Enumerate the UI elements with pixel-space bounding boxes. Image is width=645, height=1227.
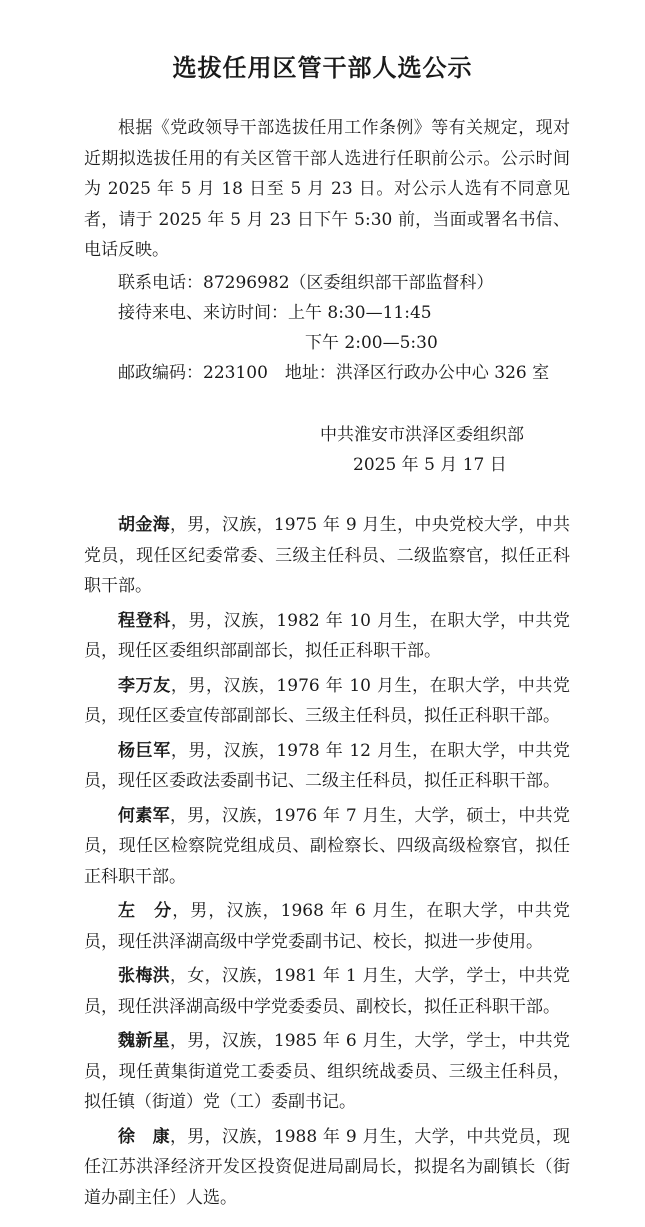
- candidate-entry: [84, 801, 570, 893]
- candidate-details: ，男，汉族，1975 年 9 月生，中央党校大学，中共党员，现任区纪委常委、三级主任科员、二级监察官，拟任正科职干部。: [84, 515, 570, 596]
- contact-hours-pm: 下午 2:00—5:30: [305, 333, 438, 353]
- candidate-entry: [84, 1026, 570, 1118]
- candidate-entry: [84, 961, 570, 1022]
- candidate-entry: [84, 1122, 570, 1214]
- candidate-details: ，男，汉族，1985 年 6 月生，大学，学士，中共党员，现任黄集街道党工委委员、组织统战委员、三级主任科员，拟任镇（街道）党（工）委副书记。: [84, 1031, 570, 1112]
- contact-hours-am: 接待来电、来访时间：上午 8:30—11:45: [118, 303, 432, 323]
- candidate-name: 李万友: [118, 675, 171, 696]
- candidate-details: ，男，汉族，1978 年 12 月生，在职大学，中共党员，现任区委政法委副书记、二级主任科员，拟任正科职干部。: [84, 740, 570, 791]
- candidate-details: ，女，汉族，1981 年 1 月生，大学，学士，中共党员，现任洪泽湖高级中学党委委员、副校长，拟任正科职干部。: [84, 966, 570, 1017]
- signature-org: 中共淮安市洪泽区委组织部: [320, 425, 524, 445]
- candidate-name: 徐 康: [118, 1126, 170, 1147]
- signature-date: 2025 年 5 月 17 日: [353, 455, 507, 475]
- candidate-details: ，男，汉族，1976 年 10 月生，在职大学，中共党员，现任区委宣传部副部长、三级主任科员，拟任正科职干部。: [84, 675, 570, 726]
- candidate-name: 张梅洪: [118, 966, 170, 986]
- candidate-details: ，男，汉族，1976 年 7 月生，大学，硕士，中共党员，现任区检察院党组成员、副检察长、四级高级检察官，拟任正科职干部。: [84, 805, 570, 887]
- candidate-list: [84, 510, 570, 1217]
- candidate-details: ，男，汉族，1982 年 10 月生，在职大学，中共党员，现任区委组织部副部长，拟任正科职干部。: [84, 610, 570, 661]
- contact-postal-address: 邮政编码：223100 地址：洪泽区行政办公中心 326 室: [118, 363, 550, 383]
- candidate-name: 魏新星: [118, 1031, 170, 1051]
- candidate-name: 胡金海: [118, 515, 170, 535]
- candidate-details: ，男，汉族，1968 年 6 月生，在职大学，中共党员，现任洪泽湖高级中学党委副书记、校长，拟进一步使用。: [84, 901, 571, 952]
- candidate-entry: [84, 736, 570, 797]
- candidate-entry: [84, 671, 570, 732]
- intro-paragraph: 根据《党政领导干部选拔任用工作条例》等有关规定，现对近期拟选拔任用的有关区管干部人选进行任职前公示。公示时间为 2025 年 5 月 18 日至 5 月 23 日。对公示人选有不同意见者，请于 2025 年 5 月 23 日下午 5:30 前，当面或署名书信、电话反映。: [84, 118, 570, 260]
- candidate-entry: [84, 896, 570, 957]
- candidate-name: 杨巨军: [118, 740, 171, 761]
- candidate-name: 何素军: [118, 805, 170, 826]
- candidate-name: 左 分: [118, 901, 173, 921]
- candidate-details: ，男，汉族，1988 年 9 月生，大学，中共党员，现任江苏洪泽经济开发区投资促进局副局长，拟提名为副镇长（街道办副主任）人选。: [84, 1126, 570, 1208]
- candidate-entry: [84, 510, 570, 602]
- candidate-entry: [84, 606, 570, 667]
- page-title: 选拔任用区管干部人选公示: [172, 54, 473, 82]
- contact-phone: 联系电话：87296982（区委组织部干部监督科）: [118, 273, 494, 293]
- candidate-name: 程登科: [118, 610, 171, 631]
